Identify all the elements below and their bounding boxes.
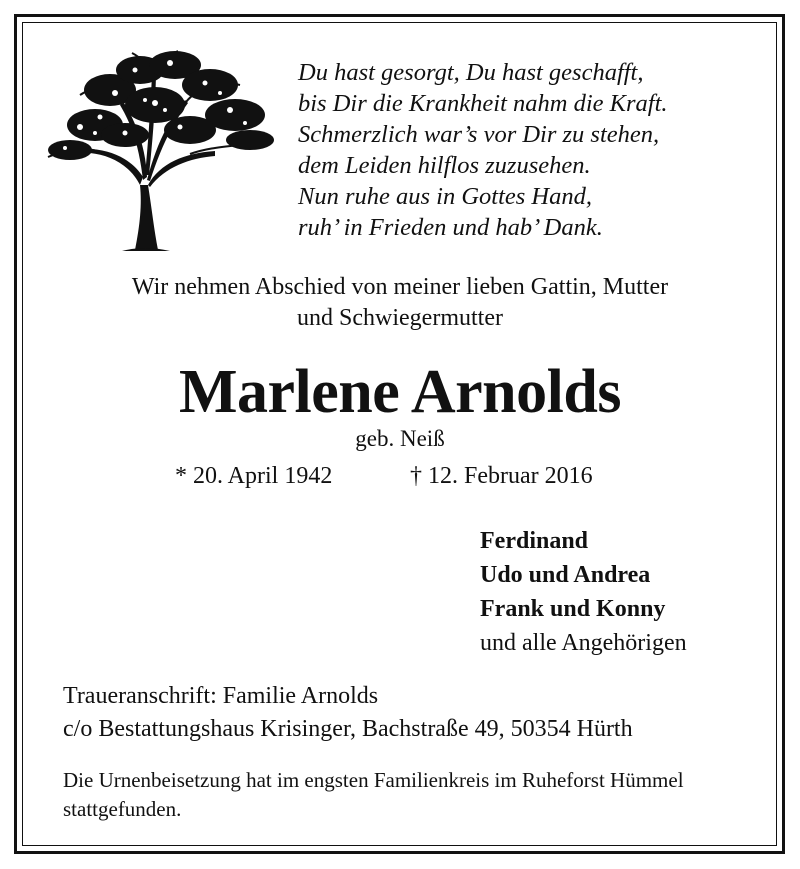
mourning-address: [63, 680, 763, 746]
maiden-name: geb. Neiß: [355, 426, 445, 451]
relatives-line: und alle Angehörigen: [480, 630, 687, 656]
address-line: Traueranschrift: Familie Arnolds: [63, 683, 379, 709]
poem-line: Nun ruhe aus in Gottes Hand,: [298, 183, 592, 210]
poem-line: bis Dir die Krankheit nahm die Kraft.: [298, 90, 668, 117]
burial-note: Die Urnenbeisetzung hat im engsten Familienkreis im Ruheforst Hümmel stattgefunden.: [63, 768, 684, 821]
deceased-name: Marlene Arnolds: [179, 358, 621, 426]
birth-date: * 20. April 1942: [175, 463, 333, 489]
death-date: † 12. Februar 2016: [410, 463, 593, 489]
poem-line: ruh’ in Frieden und hab’ Dank.: [298, 214, 603, 241]
intro-line: und Schwiegermutter: [297, 305, 503, 331]
intro-line: Wir nehmen Abschied von meiner lieben Gattin, Mutter: [131, 274, 669, 300]
mourner-name: Ferdinand: [480, 528, 589, 554]
tree-icon: [40, 45, 280, 255]
poem-line: Schmerzlich war’s vor Dir zu stehen,: [298, 121, 660, 148]
address-line: c/o Bestattungshaus Krisinger, Bachstraße 49, 50354 Hürth: [63, 716, 633, 742]
mourner-name: Udo und Andrea: [480, 562, 651, 588]
poem-line: Du hast gesorgt, Du hast geschafft,: [298, 59, 644, 86]
poem: [298, 57, 778, 243]
mourner-name: Frank und Konny: [480, 596, 666, 622]
intro-text: [40, 272, 760, 334]
poem-line: dem Leiden hilflos zuzusehen.: [298, 152, 591, 179]
mourners-list: [480, 524, 770, 660]
